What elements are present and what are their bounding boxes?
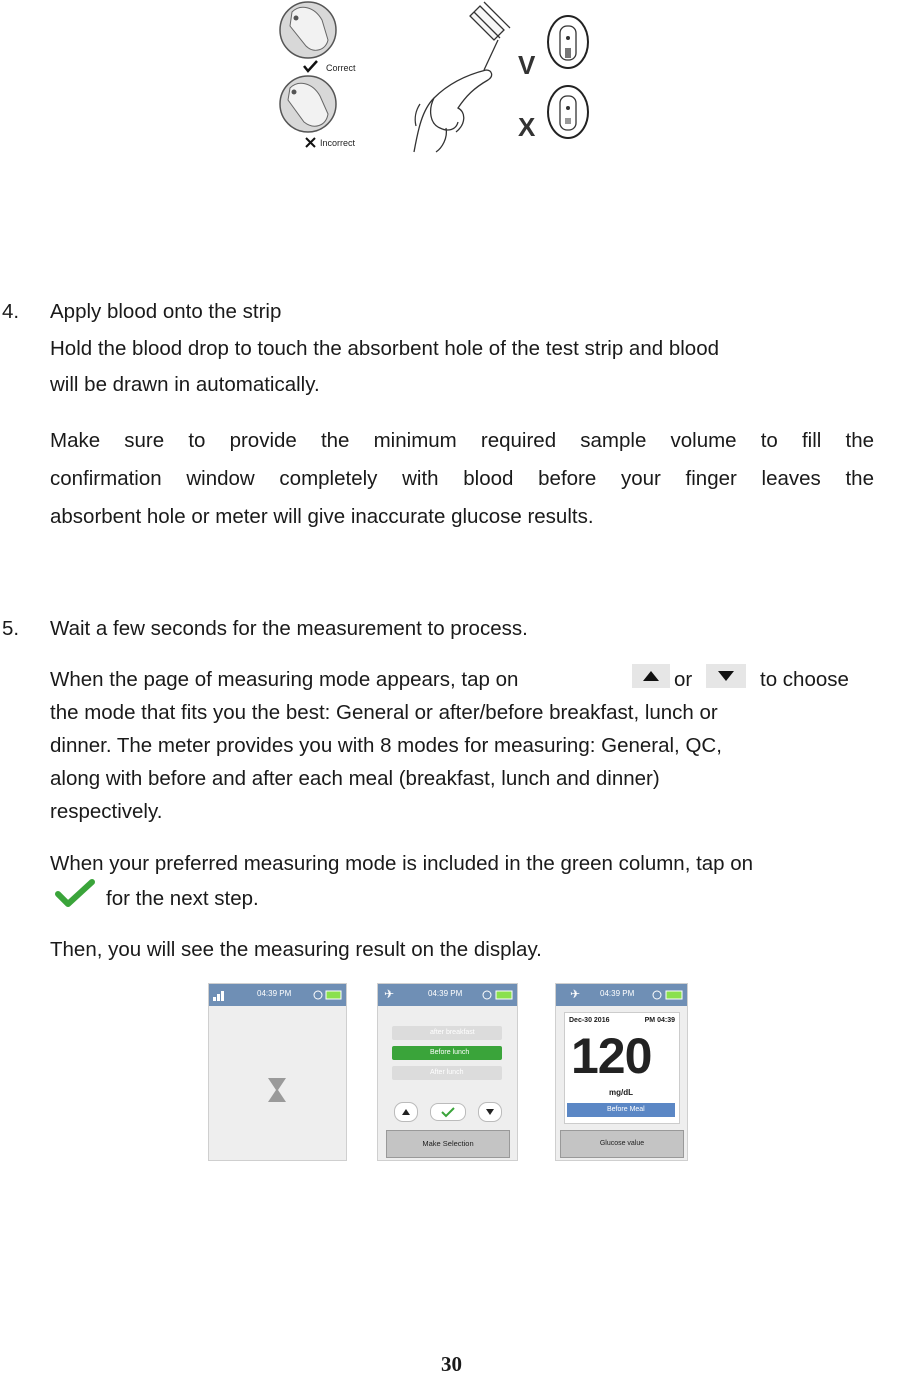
hourglass-icon: [265, 1076, 289, 1104]
correct-label: Correct: [326, 63, 356, 73]
mode-option-after-lunch[interactable]: After lunch: [392, 1066, 502, 1080]
step-4-para2-line2: confirmation window completely with blood before your finger leaves the: [50, 467, 874, 490]
finger-drawings: [270, 0, 600, 155]
result-card: [564, 1012, 680, 1124]
finger-placement-figure: [270, 0, 600, 155]
up-arrow-icon: [632, 664, 670, 688]
screen-mode-select: [377, 983, 518, 1161]
up-button[interactable]: [394, 1102, 418, 1122]
check-icon: [304, 61, 317, 71]
screen-result: [555, 983, 688, 1161]
status-time: 04:39 PM: [257, 989, 292, 998]
mode-line-4: along with before and after each meal (breakfast, lunch and dinner): [50, 767, 660, 790]
mode-line-2: the mode that fits you the best: General or after/before breakfast, lunch or: [50, 701, 718, 724]
status-time: 04:39 PM: [428, 989, 463, 998]
step-4-number: 4.: [2, 300, 20, 323]
airplane-icon: ✈: [384, 987, 395, 1001]
confirm-button[interactable]: [430, 1103, 466, 1121]
step-4-para1-line2: will be drawn in automatically.: [50, 373, 320, 396]
result-date: Dec-30 2016: [569, 1017, 610, 1024]
status-time: 04:39 PM: [600, 989, 635, 998]
step-4-para1-line1: Hold the blood drop to touch the absorbent hole of the test strip and blood: [50, 337, 719, 360]
next-step-text: for the next step.: [106, 887, 259, 910]
down-arrow-icon: [706, 664, 746, 688]
correct-finger-icon: [280, 2, 336, 58]
cross-icon: [306, 138, 315, 147]
green-column-line: When your preferred measuring mode is included in the green column, tap on: [50, 852, 754, 875]
screen-waiting: [208, 983, 347, 1161]
test-strip-incorrect-icon: [548, 86, 588, 138]
status-bar: [378, 984, 517, 1006]
green-check-icon: [52, 878, 98, 910]
page-number: 30: [441, 1352, 462, 1376]
mode-line-suffix: to choose: [760, 668, 849, 691]
mode-line-prefix: When the page of measuring mode appears, tap on: [50, 668, 519, 691]
incorrect-label: Incorrect: [320, 138, 356, 148]
battery-icon: [652, 989, 684, 1001]
hand-meter-drawing: [414, 2, 510, 152]
airplane-icon: ✈: [570, 987, 581, 1001]
make-selection-button[interactable]: Make Selection: [386, 1130, 510, 1158]
mode-option-after-breakfast[interactable]: after breakfast: [392, 1026, 502, 1040]
mode-option-before-lunch[interactable]: Before lunch: [392, 1046, 502, 1060]
check-mark-label: V: [518, 50, 536, 80]
glucose-value-button[interactable]: Glucose value: [560, 1130, 684, 1158]
status-bar: [209, 984, 346, 1006]
battery-icon: [482, 989, 514, 1001]
mode-line-3: dinner. The meter provides you with 8 modes for measuring: General, QC,: [50, 734, 722, 757]
result-line: Then, you will see the measuring result on the display.: [50, 938, 542, 961]
meal-tag: Before Meal: [567, 1103, 675, 1117]
mode-line-or: or: [674, 668, 693, 691]
step-4-para2-line1: Make sure to provide the minimum required sample volume to fill the: [50, 429, 874, 452]
step-4-title: Apply blood onto the strip: [50, 300, 282, 323]
step-5-title: Wait a few seconds for the measurement to process.: [50, 617, 528, 640]
test-strip-correct-icon: [548, 16, 588, 68]
step-5-number: 5.: [2, 617, 20, 640]
step-4-para2-line3: absorbent hole or meter will give inaccurate glucose results.: [50, 505, 594, 528]
cross-mark-label: X: [518, 112, 536, 142]
down-button[interactable]: [478, 1102, 502, 1122]
glucose-unit: mg/dL: [609, 1088, 633, 1097]
result-time: PM 04:39: [644, 1017, 675, 1024]
signal-icon: [213, 989, 227, 1001]
status-bar: [556, 984, 687, 1006]
incorrect-finger-icon: [280, 76, 336, 132]
mode-line-5: respectively.: [50, 800, 163, 823]
battery-icon: [313, 989, 343, 1001]
glucose-value: 120: [571, 1028, 652, 1084]
